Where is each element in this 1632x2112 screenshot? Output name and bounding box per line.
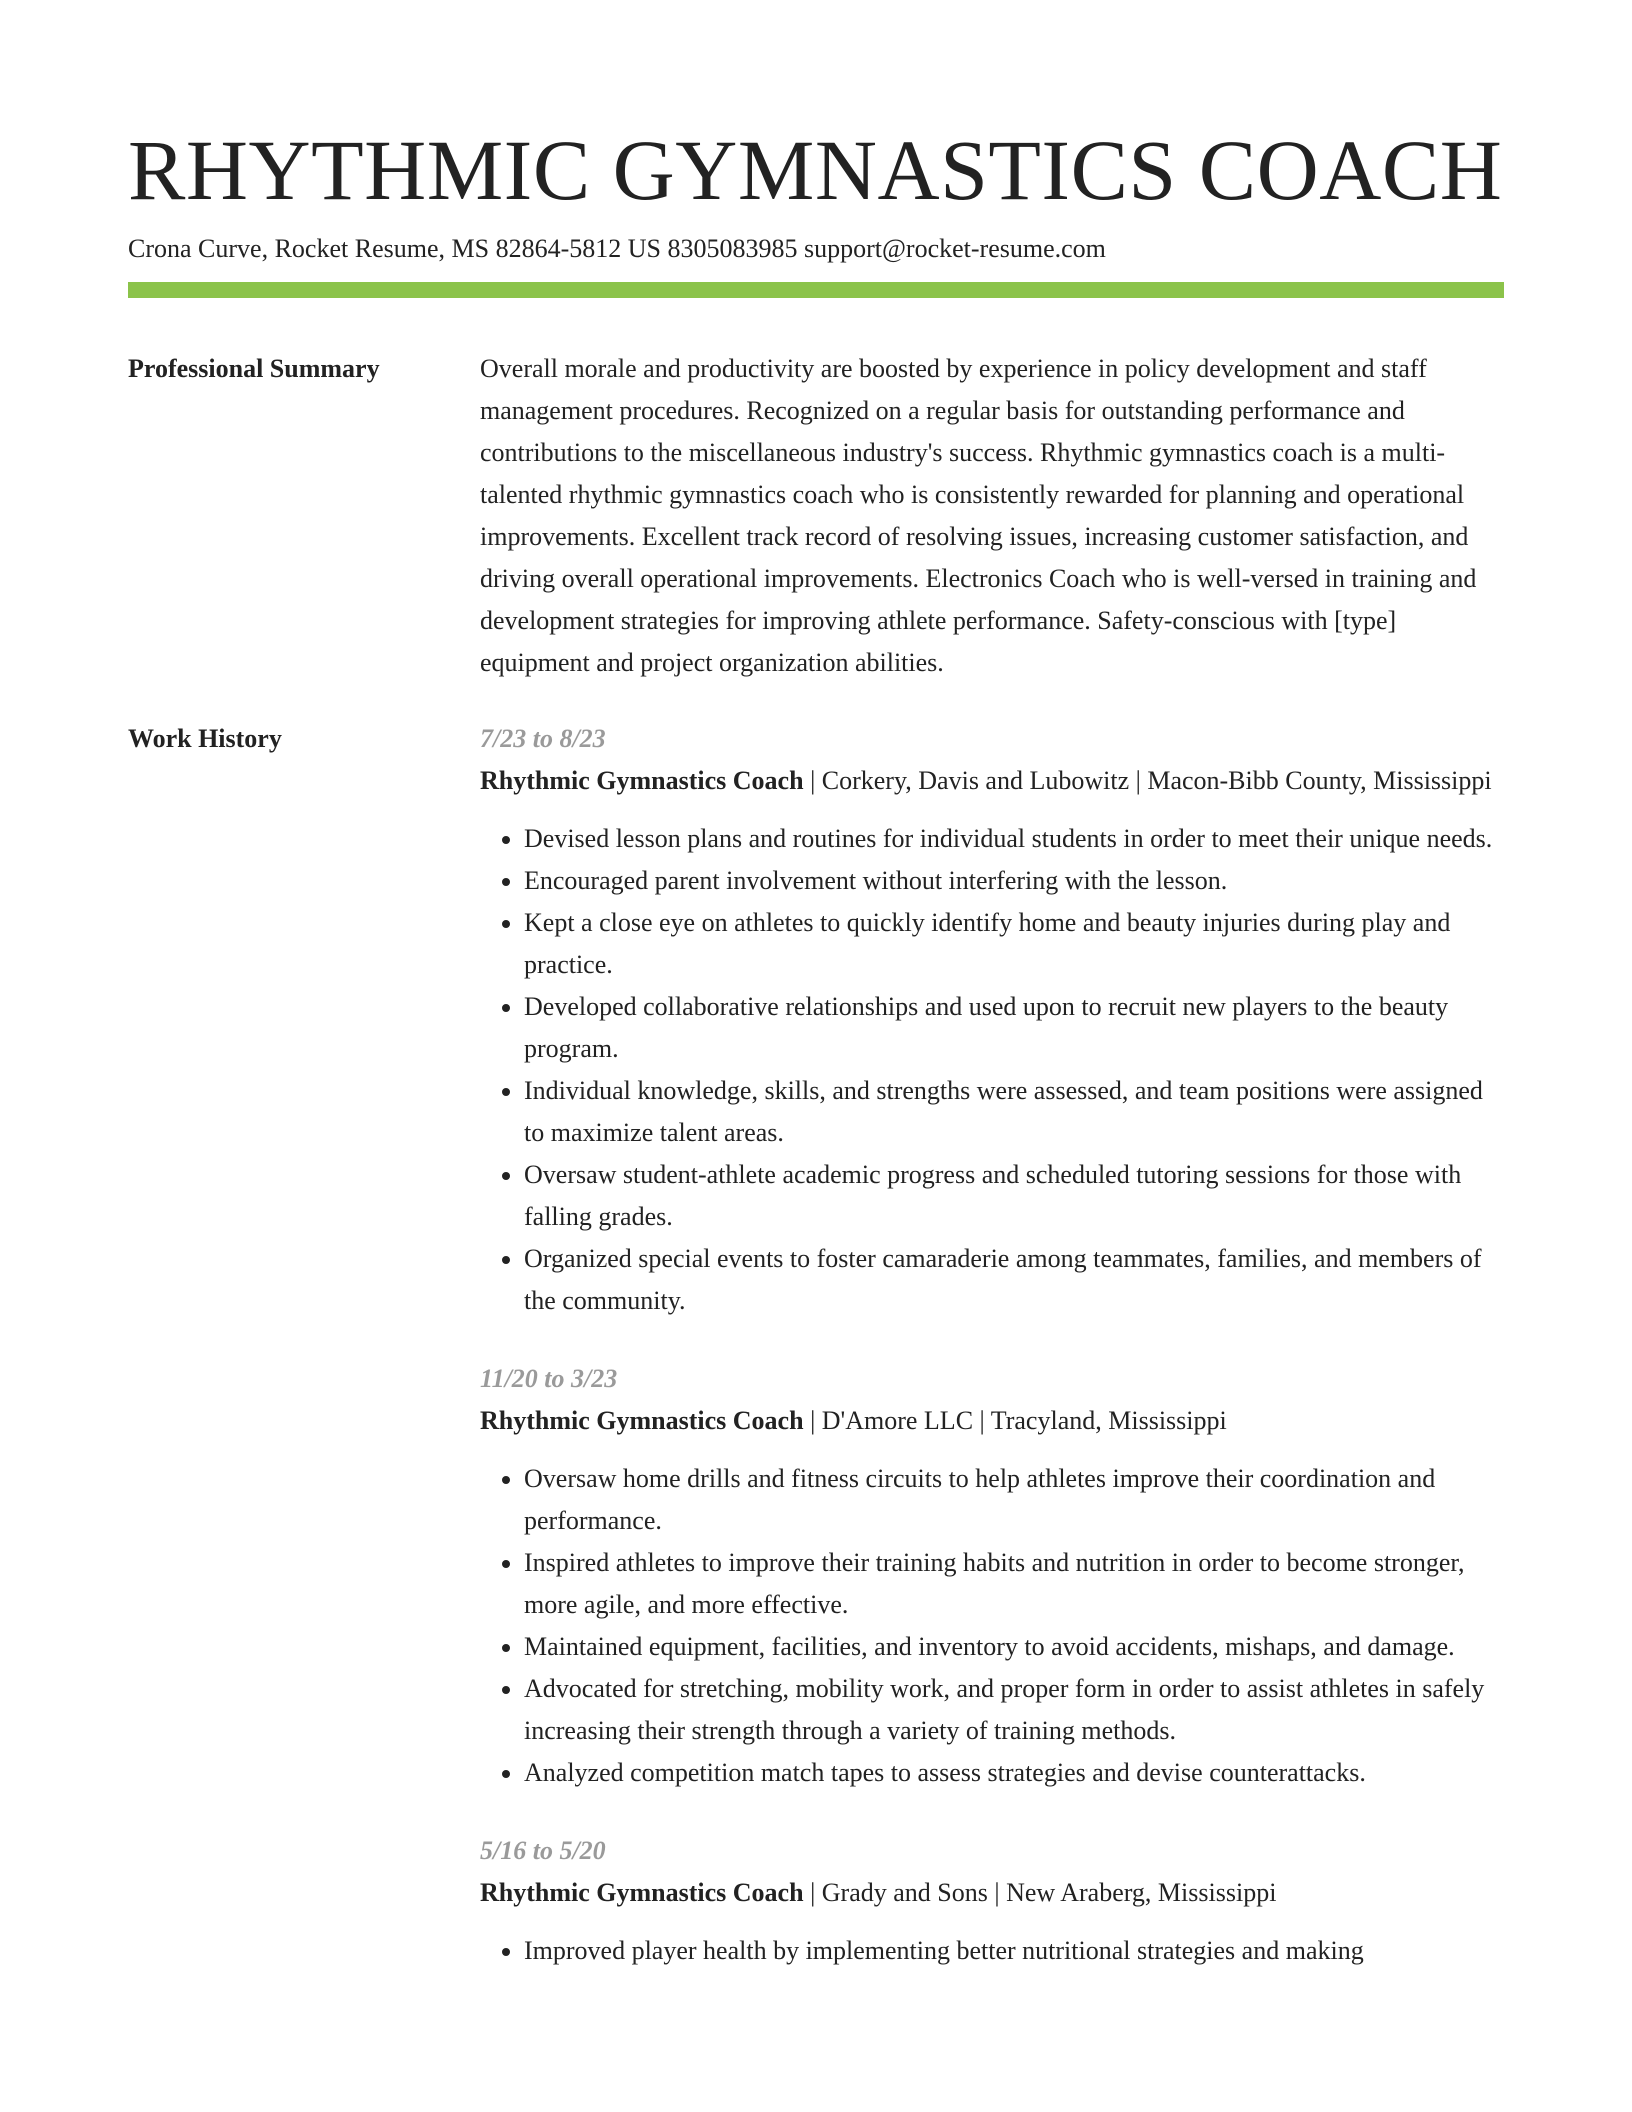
- work-history-body: [480, 718, 1504, 2008]
- job-dates: 5/16 to 5/20: [480, 1836, 606, 1865]
- job-bullet: • Organized special events to foster camaraderie among teammates, families, and members of the community.: [524, 1238, 1504, 1322]
- contact-email: support@rocket-resume.com: [803, 234, 1106, 263]
- contact-address: Crona Curve, Rocket Resume, MS 82864-5812 US: [128, 234, 661, 263]
- summary-body: [480, 348, 1504, 684]
- job-title: Rhythmic Gymnastics Coach: [480, 766, 804, 795]
- job-bullet: • Improved player health by implementing better nutritional strategies and making: [524, 1930, 1504, 1972]
- job-title: Rhythmic Gymnastics Coach: [480, 1878, 804, 1907]
- section-label-work-history: Work History: [128, 724, 282, 753]
- job-bullet: • Individual knowledge, skills, and strengths were assessed, and team positions were assigned to maximize talent areas.: [524, 1070, 1504, 1154]
- job-bullet: • Advocated for stretching, mobility work, and proper form in order to assist athletes in safely increasing their strength through a variety of training methods.: [524, 1668, 1504, 1752]
- summary-text: Overall morale and productivity are boosted by experience in policy development and staff management procedures. Recognized on a regular basis for outstanding performance and contributions to the miscellaneous industry's success. Rhythmic gymnastics coach is a multi-talented rhythmic gymnastics coach who is consistently rewarded for planning and operational improvements. Excellent track record of resolving issues, increasing customer satisfaction, and driving overall operational improvements. Electronics Coach who is well-versed in training and development strategies for improving athlete performance. Safety-conscious with [type] equipment and project organization abilities.: [480, 354, 1477, 677]
- job-dates: 7/23 to 8/23: [480, 724, 606, 753]
- professional-summary-section: [128, 348, 1504, 684]
- work-history-section: [128, 718, 1504, 2008]
- job-bullet: • Developed collaborative relationships and used upon to recruit new players to the beauty program.: [524, 986, 1504, 1070]
- job-title-line: [480, 1400, 1504, 1442]
- job-title-line: [480, 760, 1504, 802]
- job-details: | Corkery, Davis and Lubowitz | Macon-Bibb County, Mississippi: [803, 766, 1492, 795]
- job-dates: 11/20 to 3/23: [480, 1364, 618, 1393]
- job-entry: [480, 1358, 1504, 1794]
- job-bullets: [480, 818, 1504, 1322]
- job-bullet: • Devised lesson plans and routines for individual students in order to meet their unique needs.: [524, 818, 1504, 860]
- job-title: Rhythmic Gymnastics Coach: [480, 1406, 804, 1435]
- job-bullet: • Kept a close eye on athletes to quickly identify home and beauty injuries during play and practice.: [524, 902, 1504, 986]
- job-bullet: • Oversaw student-athlete academic progress and scheduled tutoring sessions for those with falling grades.: [524, 1154, 1504, 1238]
- resume-name: RHYTHMIC GYMNASTICS COACH: [128, 122, 1503, 218]
- job-details: | D'Amore LLC | Tracyland, Mississippi: [803, 1406, 1227, 1435]
- job-entry: [480, 718, 1504, 1322]
- contact-line: [128, 232, 1504, 266]
- job-bullet: • Encouraged parent involvement without interfering with the lesson.: [524, 860, 1504, 902]
- job-entry: [480, 1830, 1504, 1972]
- job-bullet: • Oversaw home drills and fitness circuits to help athletes improve their coordination and performance.: [524, 1458, 1504, 1542]
- job-bullet: • Maintained equipment, facilities, and inventory to avoid accidents, mishaps, and damage.: [524, 1626, 1504, 1668]
- job-title-line: [480, 1872, 1504, 1914]
- section-label-summary: Professional Summary: [128, 354, 380, 383]
- contact-phone: 8305083985: [667, 234, 798, 263]
- job-bullet: • Analyzed competition match tapes to assess strategies and devise counterattacks.: [524, 1752, 1504, 1794]
- job-bullets: [480, 1458, 1504, 1794]
- job-bullet: • Inspired athletes to improve their training habits and nutrition in order to become stronger, more agile, and more effective.: [524, 1542, 1504, 1626]
- resume-page: [128, 0, 1504, 2008]
- job-bullets: [480, 1930, 1504, 1972]
- header-divider: [128, 282, 1504, 298]
- job-details: | Grady and Sons | New Araberg, Mississippi: [803, 1878, 1277, 1907]
